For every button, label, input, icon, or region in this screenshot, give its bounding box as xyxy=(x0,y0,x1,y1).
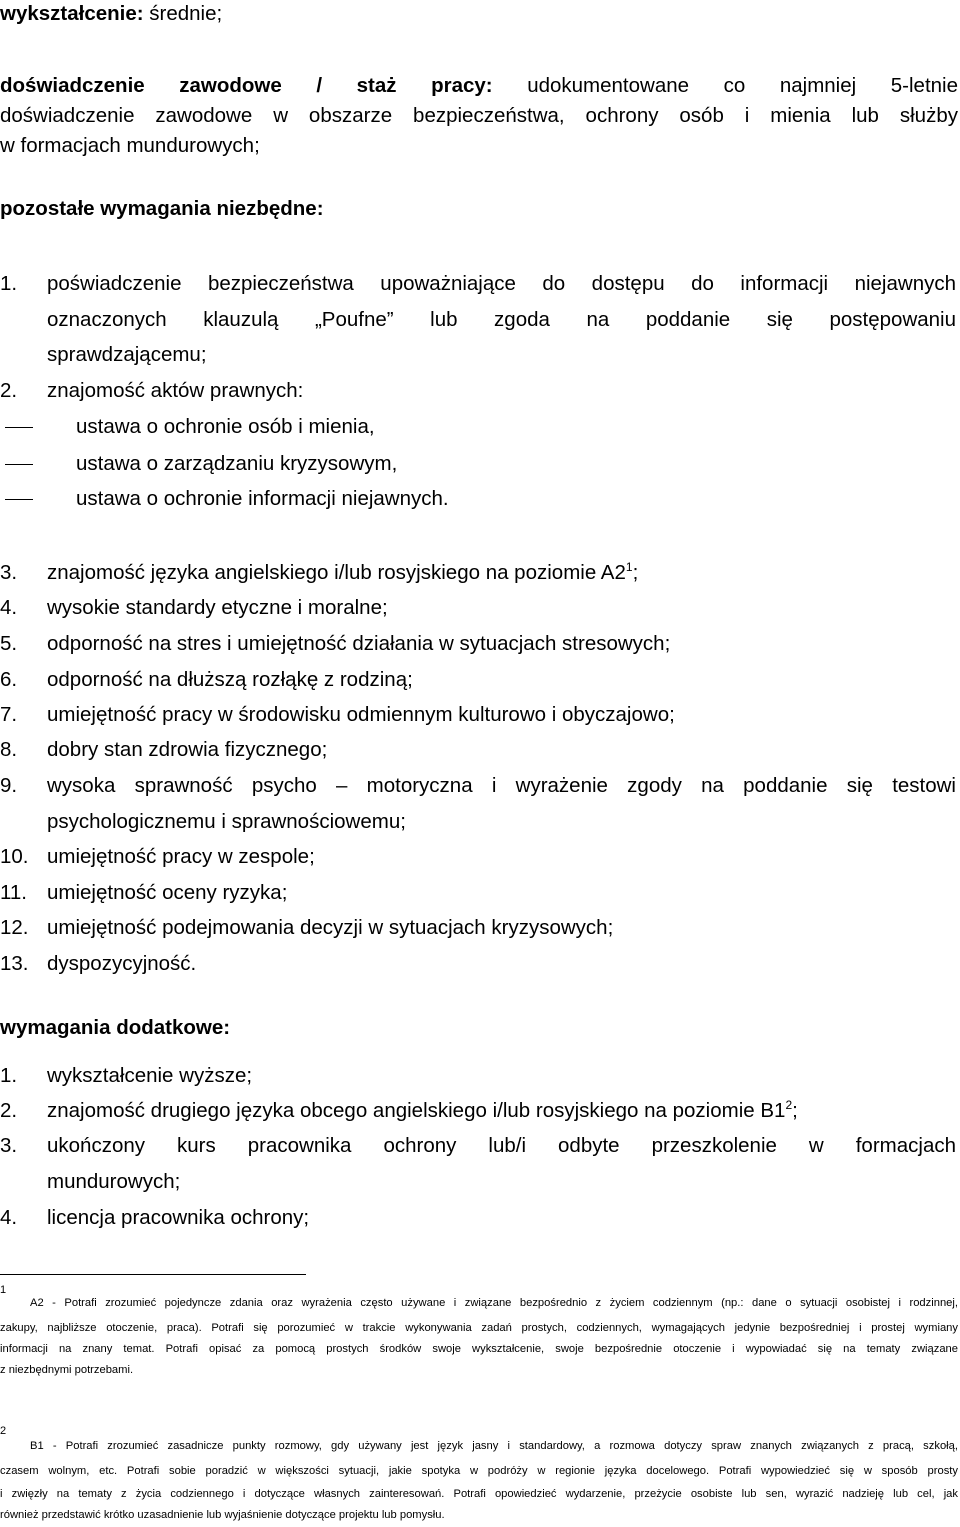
dash-bullet xyxy=(5,464,33,465)
footnote-2-mark: 2 xyxy=(0,1425,7,1437)
required-heading: pozostałe wymagania niezbędne: xyxy=(0,197,324,220)
footnote-1-line: A2 - Potrafi zrozumieć pojedyncze zdania oraz wyrażenia często używane i związane bezpośrednio z życiem codziennym (np.: dane o sytuacji osobistej i rodzinnej, xyxy=(30,1297,958,1309)
item-text xyxy=(47,1099,956,1123)
item-number: 13. xyxy=(0,952,29,975)
education-label: wykształcenie: xyxy=(0,2,144,25)
footnote-1-line: z niezbędnymi potrzebami. xyxy=(0,1364,134,1376)
dash-bullet xyxy=(5,427,33,428)
item-text: umiejętność pracy w zespole; xyxy=(47,845,315,868)
item-number: 11. xyxy=(0,881,27,904)
item-number: 7. xyxy=(0,703,18,726)
item-number: 10. xyxy=(0,845,29,868)
dash-bullet xyxy=(5,499,33,500)
item-number: 6. xyxy=(0,668,18,691)
item-text: licencja pracownika ochrony; xyxy=(47,1206,310,1229)
footnote-1-line: zakupy, najbliższe otoczenie, praca). Potrafi się porozumieć w trakcie wykonywania zadań prostych, codziennych, wymagających jedynie bezpośredniej i prostej wymiany xyxy=(0,1322,958,1334)
footnote-ref-2[interactable]: 2 xyxy=(785,1098,793,1112)
item-text: umiejętność pracy w środowisku odmiennym kulturowo i obyczajowo; xyxy=(47,703,675,726)
item-text: ukończony kurs pracownika ochrony lub/i odbyte przeszkolenie w formacjach xyxy=(47,1134,956,1157)
item-text: wykształcenie wyższe; xyxy=(47,1064,253,1087)
item-3-text: znajomość języka angielskiego i/lub rosyjskiego na poziomie A2 xyxy=(47,561,626,584)
experience-label: doświadczenie zawodowe / staż pracy: xyxy=(0,74,493,97)
footnote-1-mark: 1 xyxy=(0,1284,7,1296)
experience-line-1 xyxy=(0,74,958,98)
law-text: ustawa o zarządzaniu kryzysowym, xyxy=(76,452,398,475)
item-text: znajomość aktów prawnych: xyxy=(47,379,304,402)
item-text: wysoka sprawność psycho – motoryczna i wyrażenie zgody na poddanie się testowi xyxy=(47,774,956,797)
education-value: średnie; xyxy=(143,2,223,25)
item-number: 2. xyxy=(0,379,18,402)
item-number: 1. xyxy=(0,1064,18,1087)
additional-item-2-after: ; xyxy=(792,1099,798,1122)
item-text: sprawdzającemu; xyxy=(47,343,207,366)
item-number: 3. xyxy=(0,561,18,584)
item-text: odporność na dłuższą rozłąkę z rodziną; xyxy=(47,668,413,691)
item-text: oznaczonych klauzulą „Poufne” lub zgoda na poddanie się postępowaniu xyxy=(47,308,956,331)
footnote-2-line: i zwięzły na tematy z życia codziennego i dotyczące własnych zainteresowań. Potrafi opowiedzieć wydarzenie, przeżycie osobiste lub sen, wyrazić nadzieję lub cel, jak xyxy=(0,1488,958,1500)
item-number: 5. xyxy=(0,632,18,655)
education-line xyxy=(0,2,958,26)
item-text: umiejętność oceny ryzyka; xyxy=(47,881,288,904)
item-text: psychologicznemu i sprawnościowemu; xyxy=(47,810,406,833)
item-text: dobry stan zdrowia fizycznego; xyxy=(47,738,328,761)
footnote-ref-1[interactable]: 1 xyxy=(625,560,633,574)
item-text: mundurowych; xyxy=(47,1170,181,1193)
item-text: wysokie standardy etyczne i moralne; xyxy=(47,596,388,619)
item-text: odporność na stres i umiejętność działania w sytuacjach stresowych; xyxy=(47,632,671,655)
item-number: 12. xyxy=(0,916,29,939)
item-3-after: ; xyxy=(632,561,639,584)
law-text: ustawa o ochronie osób i mienia, xyxy=(76,415,375,438)
item-text: umiejętność podejmowania decyzji w sytuacjach kryzysowych; xyxy=(47,916,614,939)
experience-line-3: w formacjach mundurowych; xyxy=(0,134,260,157)
additional-heading: wymagania dodatkowe: xyxy=(0,1016,231,1039)
law-text: ustawa o ochronie informacji niejawnych. xyxy=(76,487,449,510)
experience-text-1: udokumentowane co najmniej 5-letnie xyxy=(492,74,958,97)
item-number: 2. xyxy=(0,1099,18,1122)
item-number: 9. xyxy=(0,774,18,797)
item-number: 4. xyxy=(0,1206,18,1229)
item-number: 8. xyxy=(0,738,18,761)
item-text: dyspozycyjność. xyxy=(47,952,197,975)
item-text: poświadczenie bezpieczeństwa upoważniające do dostępu do informacji niejawnych xyxy=(47,272,956,295)
item-text xyxy=(47,561,956,585)
additional-item-2-text: znajomość drugiego języka obcego angielskiego i/lub rosyjskiego na poziomie B1 xyxy=(47,1099,786,1122)
footnote-separator xyxy=(0,1274,306,1275)
item-number: 3. xyxy=(0,1134,18,1157)
experience-line-2: doświadczenie zawodowe w obszarze bezpieczeństwa, ochrony osób i mienia lub służby xyxy=(0,104,958,127)
footnote-2-line: również przedstawić krótko uzasadnienie lub wyjaśnienie dotyczące projektu lub pomysłu. xyxy=(0,1509,445,1521)
footnote-2-line: czasem wolnym, etc. Potrafi sobie poradzić w większości sytuacji, jakie spotyka w podróży w regionie języka docelowego. Potrafi wypowiedzieć się w sposób prosty xyxy=(0,1465,958,1477)
footnote-1-line: informacji na znany temat. Potrafi opisać za pomocą prostych środków swoje wykształcenie, swoje bezpośrednie otoczenie i wypowiadać się na tematy związane xyxy=(0,1343,958,1355)
footnote-2-line: B1 - Potrafi zrozumieć zasadnicze punkty rozmowy, gdy używany jest język jasny i standardowy, a rozmowa dotyczy spraw znanych związanych z pracą, szkołą, xyxy=(30,1440,958,1452)
item-number: 1. xyxy=(0,272,18,295)
item-number: 4. xyxy=(0,596,18,619)
